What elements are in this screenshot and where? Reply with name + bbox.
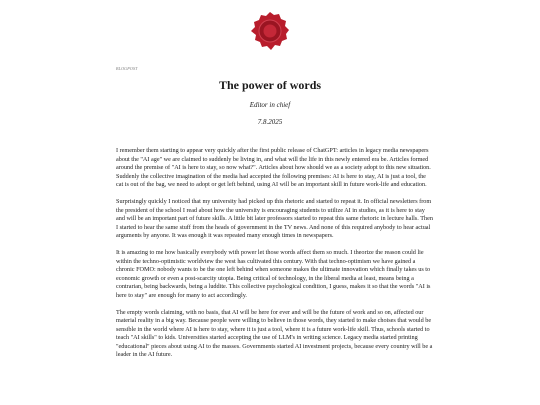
seal-center — [264, 25, 277, 38]
breadcrumb[interactable]: BLOGPOST — [116, 66, 138, 71]
article-paragraph: The empty words claiming, with no basis, that AI will be here for ever and will be the future of work and so on, affected our material reality in a big way. Because people were willing to believe in those words, they started to make choises that would be sensible in the world where AI is here to stay, where it is just a tool, where it is a future work-life skill. Thus, schools started to teach "AI skills" to kids. Universities started accepting the use of LLM's in writing science. Legacy media started printing "educational" pieces about using AI to the masses. Governments started AI investment projects, because every country will be a leader in the AI future. — [116, 308, 433, 359]
article-author: Editor in chief — [249, 101, 291, 109]
wax-seal-icon — [250, 11, 290, 51]
article-body — [116, 147, 434, 368]
article-paragraph: Surprisingly quickly I noticed that my university had picked up this rhetoric and started to repeat it. In official newsletters from the president of the school I read about how the university is encouraging students to utilize AI in studies, as it is here to stay and will be an important part of future skills. A little bit later professors started to repeat this same rhetoric in lecture halls. Then I started to hear the same stuff from the heads of government in the TV news. And none of this required anybody to hear actual arguments by anyone. It was enough it was repeated many enough times in newspapers. — [116, 197, 433, 240]
article-date: 7.8.2025 — [257, 118, 283, 126]
article-title: The power of words — [218, 78, 322, 92]
article-paragraph: I remember them starting to appear very quickly after the first public release of ChatGPT: articles in legacy media newspapers about the "AI age" we are claimed to suddenly be living in, and what will the life in this newly entered era be. Articles formed around the premise of "AI is here to stay, so now what?". Articles about how should we as a society adopt to this new situation. Suddenly the collective imagination of the media had accepted the following premises: AI is here to stay, AI is just a tool, the cat is out of the bag, we need to adopt or get left behind, using AI will be an important skill in future work-life and education. — [116, 147, 431, 189]
article-paragraph: It is amazing to me how basically everybody with power let those words affect them so much. I theorize the reason could lie within the techno-optimistic worldview the west has cultivated this century. With that techno-optimism we have gained a chronic FOMO: nobody wants to be the one left behind when someone makes the ultimate innovation which finally takes us to economic growth or even a post-scarcity utopia. Being critical of technology, in the liberal media at least, means being a contrarian, being backwards, being a luddite. This collective psychological condition, I guess, makes it so that the words "AI is here to stay" are enough for many to act accordingly. — [116, 248, 431, 299]
